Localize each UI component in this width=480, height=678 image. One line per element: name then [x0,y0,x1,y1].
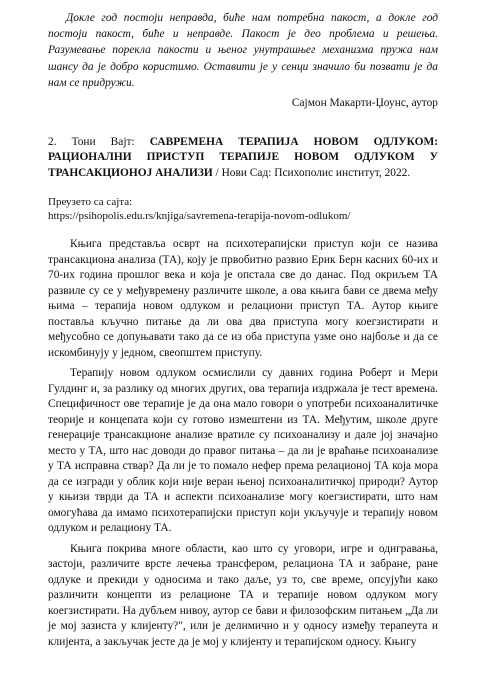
paragraph-2: Терапију новом одлуком осмислили су давних година Роберт и Мери Гулдинг и, за разлику од многих других, ова терапија издржала је тест времена. Специфичност ове терапије је да она мало говори о употреби психоаналитичке теорије и концепата који су готово измештени из ТА. Међутим, школе друге генерације трансакционе анализе вратиле су психоанализу и дале јој значајно место у ТА, што нас доводи до правог питања – да ли је враћање психоанализе у ТА исправна ствар? Да ли је то помало нефер према релационој ТА која мора да се изгради у облик који није веран њеној психоаналитичкој природи? Аутор у књизи тврди да ТА и аспекти психоанализе могу коегзистирати, што нам омогућава да имамо психотерапијски приступ који укључује и терапију новом одлуком и релациону ТА. [48,367,438,535]
paragraph-3: Књига покрива многе области, као што су уговори, игре и одигравања, застоји, различите врсте лечења трансфером, релациона ТА и забране, ране одлуке и прекиди у односима и тако даље, уз то, све време, опсујући како различити концепти из релационе ТА и терапије новом одлуком могу коегзистирати. На дубљем нивоу, аутор се бави и филозофским питањем „Да ли је мој зазиста у клијенту?", или је делимично и у односу између терапеута и клијента, а закључак јесте да је мој у клијенту и терапијском односу. Књигу [48,542,438,648]
reference-number-author: 2. Тони Вајт: [48,136,150,149]
paragraph-1: Књига представља осврт на психотерапијски приступ који се назива трансакциона анализа (ТА), коју је првобитно развио Ерик Берн касних 60-их и 70-их година прошлог века и која је опстала све до данас. Под окриљем ТА развиле су се у међувремену различите школе, а ова књига бави се двема међу њима – терапија новом одлуком и релациони приступ ТА. Аутор књиге поставља кључно питање да ли ова два приступа могу коегзистирати и међусобно се допуњавати тако да се из оба приступа узме оно најбоље и да се искомбинују у једном, свеопштем приступу. [48,238,438,359]
source-label: Преузето са сајта: [48,196,133,209]
book-title: САВРЕМЕНА ТЕРАПИЈА НОВОМ ОДЛУКОМ: РАЦИОНАЛНИ ПРИСТУП ТЕРАПИЈЕ НОВОМ ОДЛУКОМ У ТРАНСАКЦИОНОЈ АНАЛИЗИ [48,136,438,179]
epigraph-quote: Докле год постоји неправда, биће нам потребна пакост, а докле год постоји пакост, биће и неправде. Пакост је део проблема и решења. Разумевање порекла пакости и њеног унутрашњег механизма пружа нам шансу да је добро користимо. Оставити је у сенци значило би позвати је да нам се придружи. [48,12,438,89]
reference-publisher: / Нови Сад: Психополис институт, 2022. [212,166,411,179]
epigraph-author: Сајмон Макарти-Џоунс, аутор [291,97,438,110]
review-body [48,237,438,650]
source-url[interactable]: https://psihopolis.edu.rs/knjiga/savremena-terapija-novom-odlukom/ [48,210,351,223]
book-reference [48,135,438,181]
